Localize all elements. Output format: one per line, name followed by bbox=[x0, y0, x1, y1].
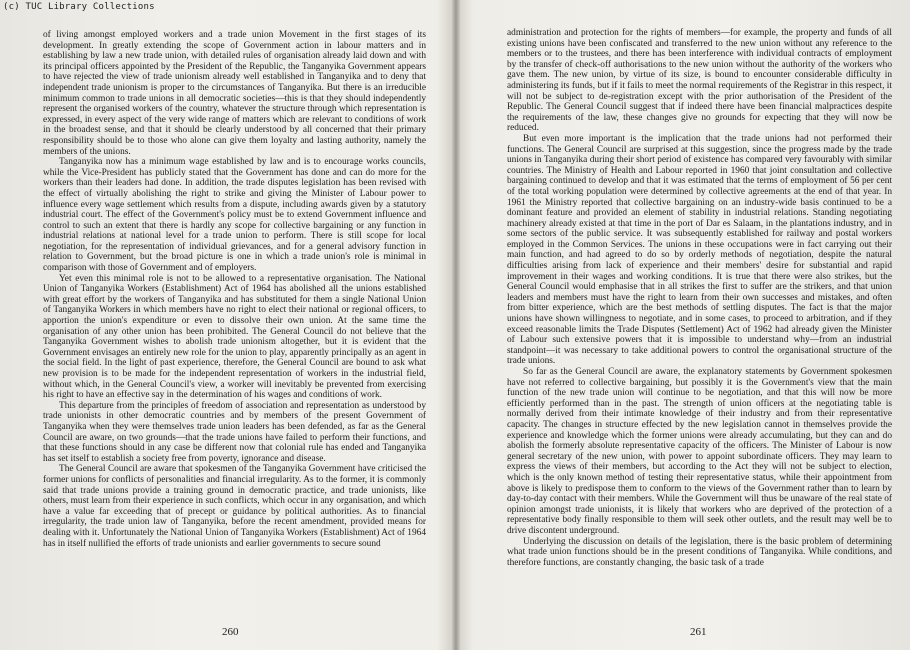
left-paragraph-2: Tanganyika now has a minimum wage established by law and is to encourage works councils, while the Vice-President has publicly stated that the Government has done and can do more for the workers than their leaders had done. In addition, the trade disputes legislation has been revised with the effect of virtually abolishing the right to strike and giving the Minister of Labour power to influence every wage settlement which results from a dispute, including awards given by a statutory industrial court. The effect of the Government's policy must be to extend Government influence and control to such an extent that there is hardly any scope for collective bargaining or any function in industrial relations at national level for a trade union to perform. There is still scope for local negotiation, for the representation of individual grievances, and for a general advisory function in relation to Government, but the broad picture is one in which a trade union's role is minimal in comparison with those of Government and of employers. bbox=[43, 157, 426, 274]
left-paragraph-5: The General Council are aware that spokesmen of the Tanganyika Government have criticised the former unions for conflicts of personalities and financial irregularity. As to the former, it is commonly said that trade unions provide a training ground in democratic practice, and trade unionists, like others, must learn from their experience in such conflicts, which occur in any organisation, and which have a value far exceeding that of precept or guidance by political authorities. As to financial irregularity, the trade union law of Tanganyika, before the recent amendment, provided means for dealing with it. Unfortunately the National Union of Tanganyika Workers (Establishment) Act of 1964 has in itself nullified the efforts of trade unionists and earlier governments to secure sound bbox=[43, 464, 426, 549]
left-page-body bbox=[43, 30, 426, 610]
left-paragraph-1: of living amongst employed workers and a trade union Movement in the first stages of its development. In greatly extending the scope of Government action in labour matters and in establishing by law a new trade union, with detailed rules of organisation already laid down and with its principal officers appointed by the President of the Republic, the Tanganyika Government appears to have rejected the view of trade unionism already well established in Tanganyika and to deny that independent trade unionism is proper to the circumstances of Tanganyika. But there is an irreducible minimum common to trade unions in all democratic societies—this is that they should independently represent the organised workers of the country, whatever the structure through which representation is expressed, in every aspect of the very wide range of matters which are relevant to conditions of work in the broadest sense, and that it should be clearly understood by all concerned that their primary responsibility should be to those who alone can give them loyalty and lasting authority, namely the members of the unions. bbox=[43, 30, 426, 157]
left-paragraph-4: This departure from the principles of freedom of association and representation as understood by trade unionists in other democratic countries and by members of the present Government of Tanganyika when they were themselves trade union leaders has been defended, as far as the General Council are aware, on two grounds—that the trade unions have failed to perform their functions, and that these functions should in any case be different now that colonial rule has ended and Tanganyika has set itself to establish a society free from poverty, ignorance and disease. bbox=[43, 400, 426, 464]
right-paragraph-2: But even more important is the implication that the trade unions had not performed their functions. The General Council are surprised at this suggestion, since the progress made by the trade unions in Tanganyika during their short period of existence has compared very favourably with similar countries. The Ministry of Health and Labour reported in 1960 that joint consultation and collective bargaining continued to develop and that it was estimated that the terms of employment of 56 per cent of the total working population were determined by collective agreements at the end of that year. In 1961 the Ministry reported that collective bargaining on an industry-wide basis continued to be a dominant feature and provided an element of stability in industrial relations. Standing negotiating machinery already existed at that time in the port of Dar es Salaam, in the plantations industry, and in some sectors of the public service. It was subsequently established for railway and postal workers employed in the Common Services. The unions in these occupations were in fact carrying out their main function, and had agreed to do so by orderly methods of negotiation, despite the natural difficulties arising from lack of experience and their members' desire for substantial and rapid improvement in their wages and working conditions. It is true that there were also strikes, but the General Council would emphasise that in all strikes the first to suffer are the strikers, and that union leaders and members must have the right to learn from their own successes and mistakes, and often from bitter experience, which are the best methods of settling disputes. The fact is that the major unions have shown willingness to negotiate, and in some cases, to proceed to arbitration, and if they exceed reasonable limits the Trade Disputes (Settlement) Act of 1962 had already given the Minister of Labour such extensive powers that it is impossible to understand why—from an industrial standpoint—it was necessary to take additional powers to control the organisational structure of the trade unions. bbox=[507, 133, 892, 367]
left-paragraph-3: Yet even this minimal role is not to be allowed to a representative organisation. The National Union of Tanganyika Workers (Establishment) Act of 1964 has abolished all the unions established with great effort by the workers of Tanganyika and has substituted for them a single National Union of Tanganyika Workers in which members have no right to elect their national or regional officers, to apportion the union's expenditure or even to dissolve their own union. At the same time the organisation of any other union has been prohibited. The General Council do not believe that the Tanganyika Government wishes to abolish trade unionism altogether, but it is evident that the Government envisages an entirely new role for the union to play, apparently principally as an agent in the social field. In the light of past experience, therefore, the General Council are bound to ask what new provision is to be made for the independent representation of workers in the industrial field, without which, in the General Council's view, a worker will inevitably be prevented from exercising his right to have an effective say in the determination of his wages and conditions of work. bbox=[43, 273, 426, 401]
left-page-number: 260 bbox=[222, 626, 239, 638]
right-paragraph-4: Underlying the discussion on details of the legislation, there is the basic problem of determining what trade union functions should be in the present conditions of Tanganyika. While conditions, and therefore functions, are constantly changing, the basic task of a trade bbox=[507, 536, 892, 568]
right-paragraph-1: administration and protection for the rights of members—for example, the property and funds of all existing unions have been confiscated and transferred to the new union without any reference to the members or to the trustees, and there has been interference with individual contracts of employment by the transfer of check-off authorisations to the new union without the authority of the workers who gave them. The new union, by virtue of its size, is bound to encounter considerable difficulty in administering its funds, but if it fails to meet the normal requirements of the Registrar in this respect, it will not be subject to de-registration except with the prior authorisation of the President of the Republic. The General Council suggest that if indeed there have been financial malpractices despite the requirements of the law, these changes give no grounds for expecting that they will now be reduced. bbox=[507, 28, 892, 134]
right-page-body bbox=[507, 28, 892, 608]
right-page-number: 261 bbox=[690, 626, 707, 638]
right-paragraph-3: So far as the General Council are aware, the explanatory statements by Government spokesmen have not referred to collective bargaining, but possibly it is the Government's view that the main function of the new trade union will continue to be negotiation, and that this will now be more efficiently performed than in the past. The strength of union officers at the negotiating table is normally derived from their intimate knowledge of their industry and from their representative capacity. The changes in structure effected by the new legislation cannot in themselves provide the experience and knowledge which the former unions were already accumulating, but they can and do abolish the formerly absolute representative capacity of the officers. The Minister of Labour is now general secretary of the new union, with power to appoint subordinate officers. They may learn to express the views of their members, but according to the Act they will not be subject to election, which is the only known method of testing their representative status, while their appointment from above is likely to predispose them to conform to the views of the Government rather than to learn by day-to-day contact with their members. While the Government will thus be unaware of the real state of opinion amongst trade unionists, it is likely that workers who are deprived of the protection of a representative body finally responsible to them will seek other outlets, and the result may well be to drive discontent underground. bbox=[507, 367, 892, 536]
copyright-watermark: (c) TUC Library Collections bbox=[3, 2, 155, 12]
book-gutter bbox=[452, 0, 460, 650]
